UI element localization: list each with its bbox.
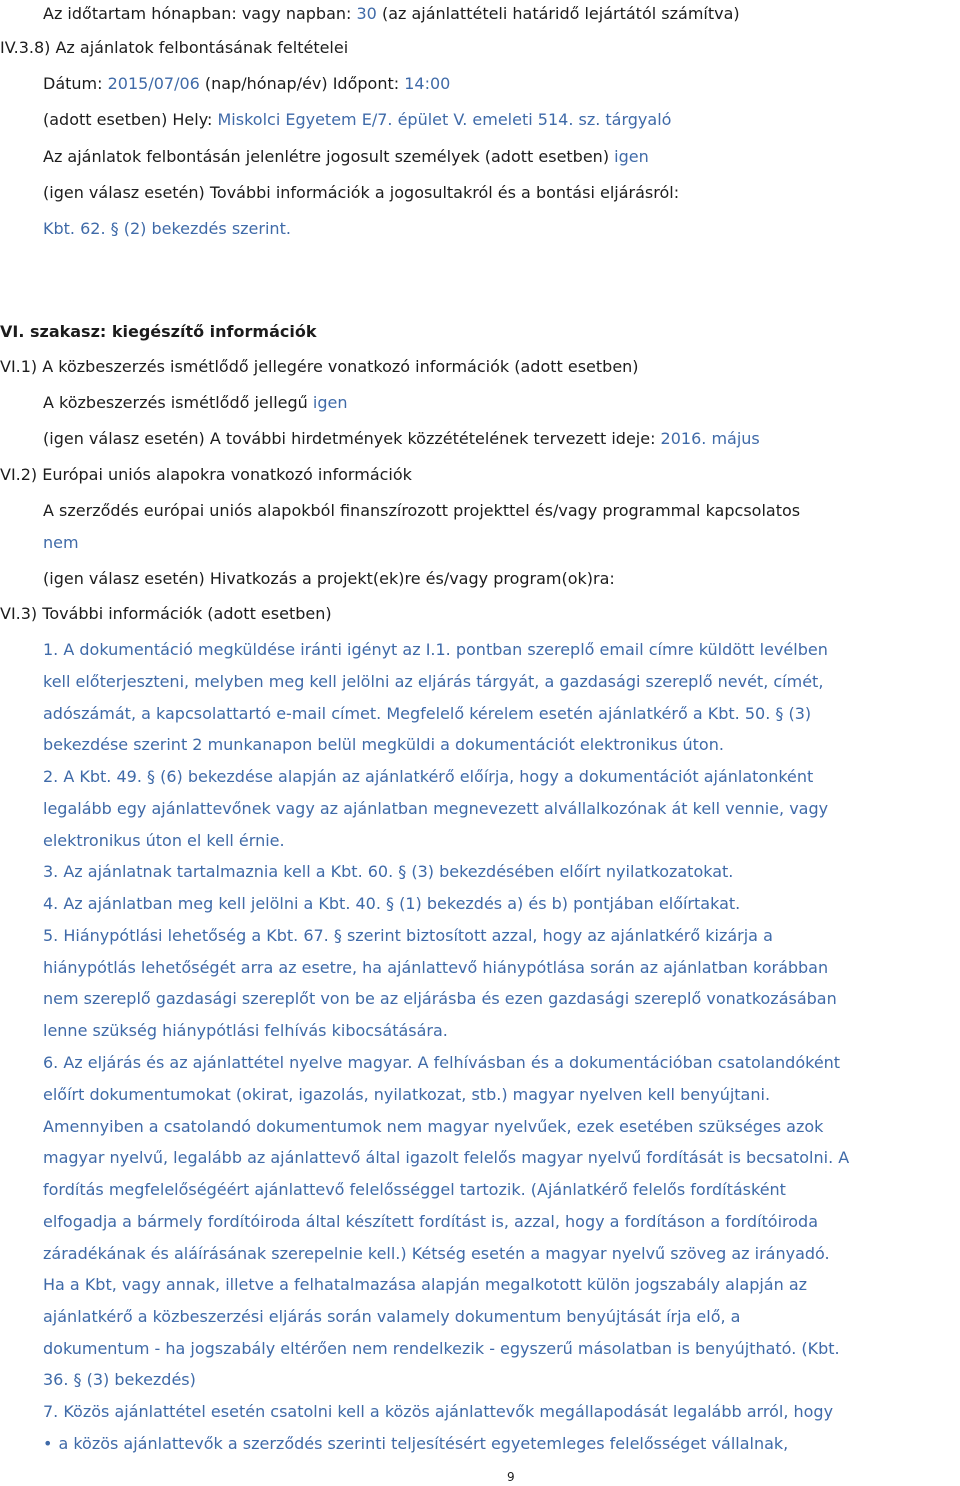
info-line: Amennyiben a csatolandó dokumentumok nem magyar nyelvűek, ezek esetében szükséges azok: [43, 1117, 824, 1136]
opening-heading: IV.3.8) Az ajánlatok felbontásának feltételei: [0, 38, 349, 57]
info-line: nem szereplő gazdasági szereplőt von be az eljárásba és ezen gazdasági szereplő vonatkozásában: [43, 989, 837, 1008]
time-value: 14:00: [404, 74, 451, 93]
bullet-text: a közös ajánlattevők a szerződés szerinti teljesítésért egyetemleges felelősséget vállalnak,: [58, 1434, 789, 1453]
date-label: Dátum:: [43, 74, 108, 93]
vi1-heading: VI.1) A közbeszerzés ismétlődő jellegére vonatkozó információk (adott esetben): [0, 357, 639, 376]
deadline-line: [43, 3, 740, 25]
deadline-value: 30: [356, 4, 377, 23]
page-number: 9: [507, 1470, 515, 1484]
opening-info-value: Kbt. 62. § (2) bekezdés szerint.: [43, 219, 291, 238]
bullet-line: [43, 1433, 788, 1455]
vi3-heading: VI.3) További információk (adott esetben): [0, 604, 332, 623]
info-line: 4. Az ajánlatban meg kell jelölni a Kbt. 40. § (1) bekezdés a) és b) pontjában előírtakat.: [43, 894, 741, 913]
info-line: 36. § (3) bekezdés): [43, 1370, 196, 1389]
info-line: magyar nyelvű, legalább az ajánlattevő által igazolt felelős magyar nyelvű fordítását is becsatolni. A: [43, 1148, 850, 1167]
attend-value: igen: [614, 147, 649, 166]
vi2-value: nem: [43, 533, 79, 552]
info-line: Ha a Kbt, vagy annak, illetve a felhatalmazása alapján megalkotott külön jogszabály alapján az: [43, 1275, 808, 1294]
section-vi-heading: VI. szakasz: kiegészítő információk: [0, 322, 317, 341]
info-line: 6. Az eljárás és az ajánlattétel nyelve magyar. A felhívásban és a dokumentációban csatolandóként: [43, 1053, 841, 1072]
vi1-next-label: (igen válasz esetén) A további hirdetmények közzétételének tervezett ideje:: [43, 429, 661, 448]
info-line: 3. Az ajánlatnak tartalmaznia kell a Kbt. 60. § (3) bekezdésében előírt nyilatkozatokat.: [43, 862, 734, 881]
info-line: előírt dokumentumokat (okirat, igazolás, nyilatkozat, stb.) magyar nyelven kell benyújtani.: [43, 1085, 771, 1104]
opening-place-line: [43, 109, 671, 131]
opening-date-line: [43, 73, 450, 95]
vi1-next-line: [43, 428, 760, 450]
vi2-ref-label: (igen válasz esetén) Hivatkozás a projekt(ek)re és/vagy program(ok)ra:: [43, 569, 615, 588]
info-line: lenne szükség hiánypótlási felhívás kibocsátására.: [43, 1021, 448, 1040]
info-line: 7. Közös ajánlattétel esetén csatolni kell a közös ajánlattevők megállapodását legalább arról, hogy: [43, 1402, 834, 1421]
opening-attend-line: [43, 146, 649, 168]
info-line: elektronikus úton el kell érnie.: [43, 831, 285, 850]
info-line: kell előterjeszteni, melyben meg kell jelölni az eljárás tárgyát, a gazdasági szereplő nevét, címét,: [43, 672, 824, 691]
info-line: 2. A Kbt. 49. § (6) bekezdése alapján az ajánlatkérő előírja, hogy a dokumentációt ajánlatonként: [43, 767, 814, 786]
info-line: legalább egy ajánlattevőnek vagy az ajánlatban megnevezett alvállalkozónak át kell vennie, vagy: [43, 799, 829, 818]
info-line: adószámát, a kapcsolattartó e-mail címet. Megfelelő kérelem esetén ajánlatkérő a Kbt. 50. § (3): [43, 704, 812, 723]
info-line: fordítás megfelelőségéért ajánlattevő felelősséggel tartozik. (Ajánlatkérő felelős fordításként: [43, 1180, 786, 1199]
info-line: 1. A dokumentáció megküldése iránti igényt az I.1. pontban szereplő email címre küldött levélben: [43, 640, 828, 659]
deadline-label: Az időtartam hónapban: vagy napban:: [43, 4, 357, 23]
place-label: (adott esetben) Hely:: [43, 110, 218, 129]
vi2-label: A szerződés európai uniós alapokból finanszírozott projekttel és/vagy programmal kapcsolatos: [43, 501, 801, 520]
vi1-value: igen: [312, 393, 348, 412]
vi2-heading: VI.2) Európai uniós alapokra vonatkozó információk: [0, 465, 412, 484]
date-mid: (nap/hónap/év) Időpont:: [199, 74, 405, 93]
info-line: záradékának és aláírásának szerepelnie kell.) Kétség esetén a magyar nyelvű szöveg az irányadó.: [43, 1244, 830, 1263]
vi1-recurring-line: [43, 392, 347, 414]
deadline-suffix: (az ajánlattételi határidő lejártától számítva): [376, 4, 740, 23]
info-line: dokumentum - ha jogszabály eltérően nem rendelkezik - egyszerű másolatban is benyújtható. (Kbt.: [43, 1339, 840, 1358]
info-line: elfogadja a bármely fordítóiroda által készített fordítást is, azzal, hogy a fordításon a fordítóiroda: [43, 1212, 819, 1231]
place-value: Miskolci Egyetem E/7. épület V. emeleti 514. sz. tárgyaló: [217, 110, 672, 129]
date-value: 2015/07/06: [107, 74, 200, 93]
info-line: hiánypótlás lehetőségét arra az esetre, ha ajánlattevő hiánypótlása során az ajánlatban korábban: [43, 958, 829, 977]
opening-info-label: (igen válasz esetén) További információk a jogosultakról és a bontási eljárásról:: [43, 183, 680, 202]
vi1-label: A közbeszerzés ismétlődő jellegű: [43, 393, 313, 412]
bullet-icon: •: [43, 1434, 53, 1453]
info-line: bekezdése szerint 2 munkanapon belül megküldi a dokumentációt elektronikus úton.: [43, 735, 724, 754]
info-line: 5. Hiánypótlási lehetőség a Kbt. 67. § szerint biztosított azzal, hogy az ajánlatkérő kizárja a: [43, 926, 773, 945]
vi1-next-value: 2016. május: [660, 429, 760, 448]
info-line: ajánlatkérő a közbeszerzési eljárás során valamely dokumentum benyújtását írja elő, a: [43, 1307, 741, 1326]
attend-label: Az ajánlatok felbontásán jelenlétre jogosult személyek (adott esetben): [43, 147, 615, 166]
